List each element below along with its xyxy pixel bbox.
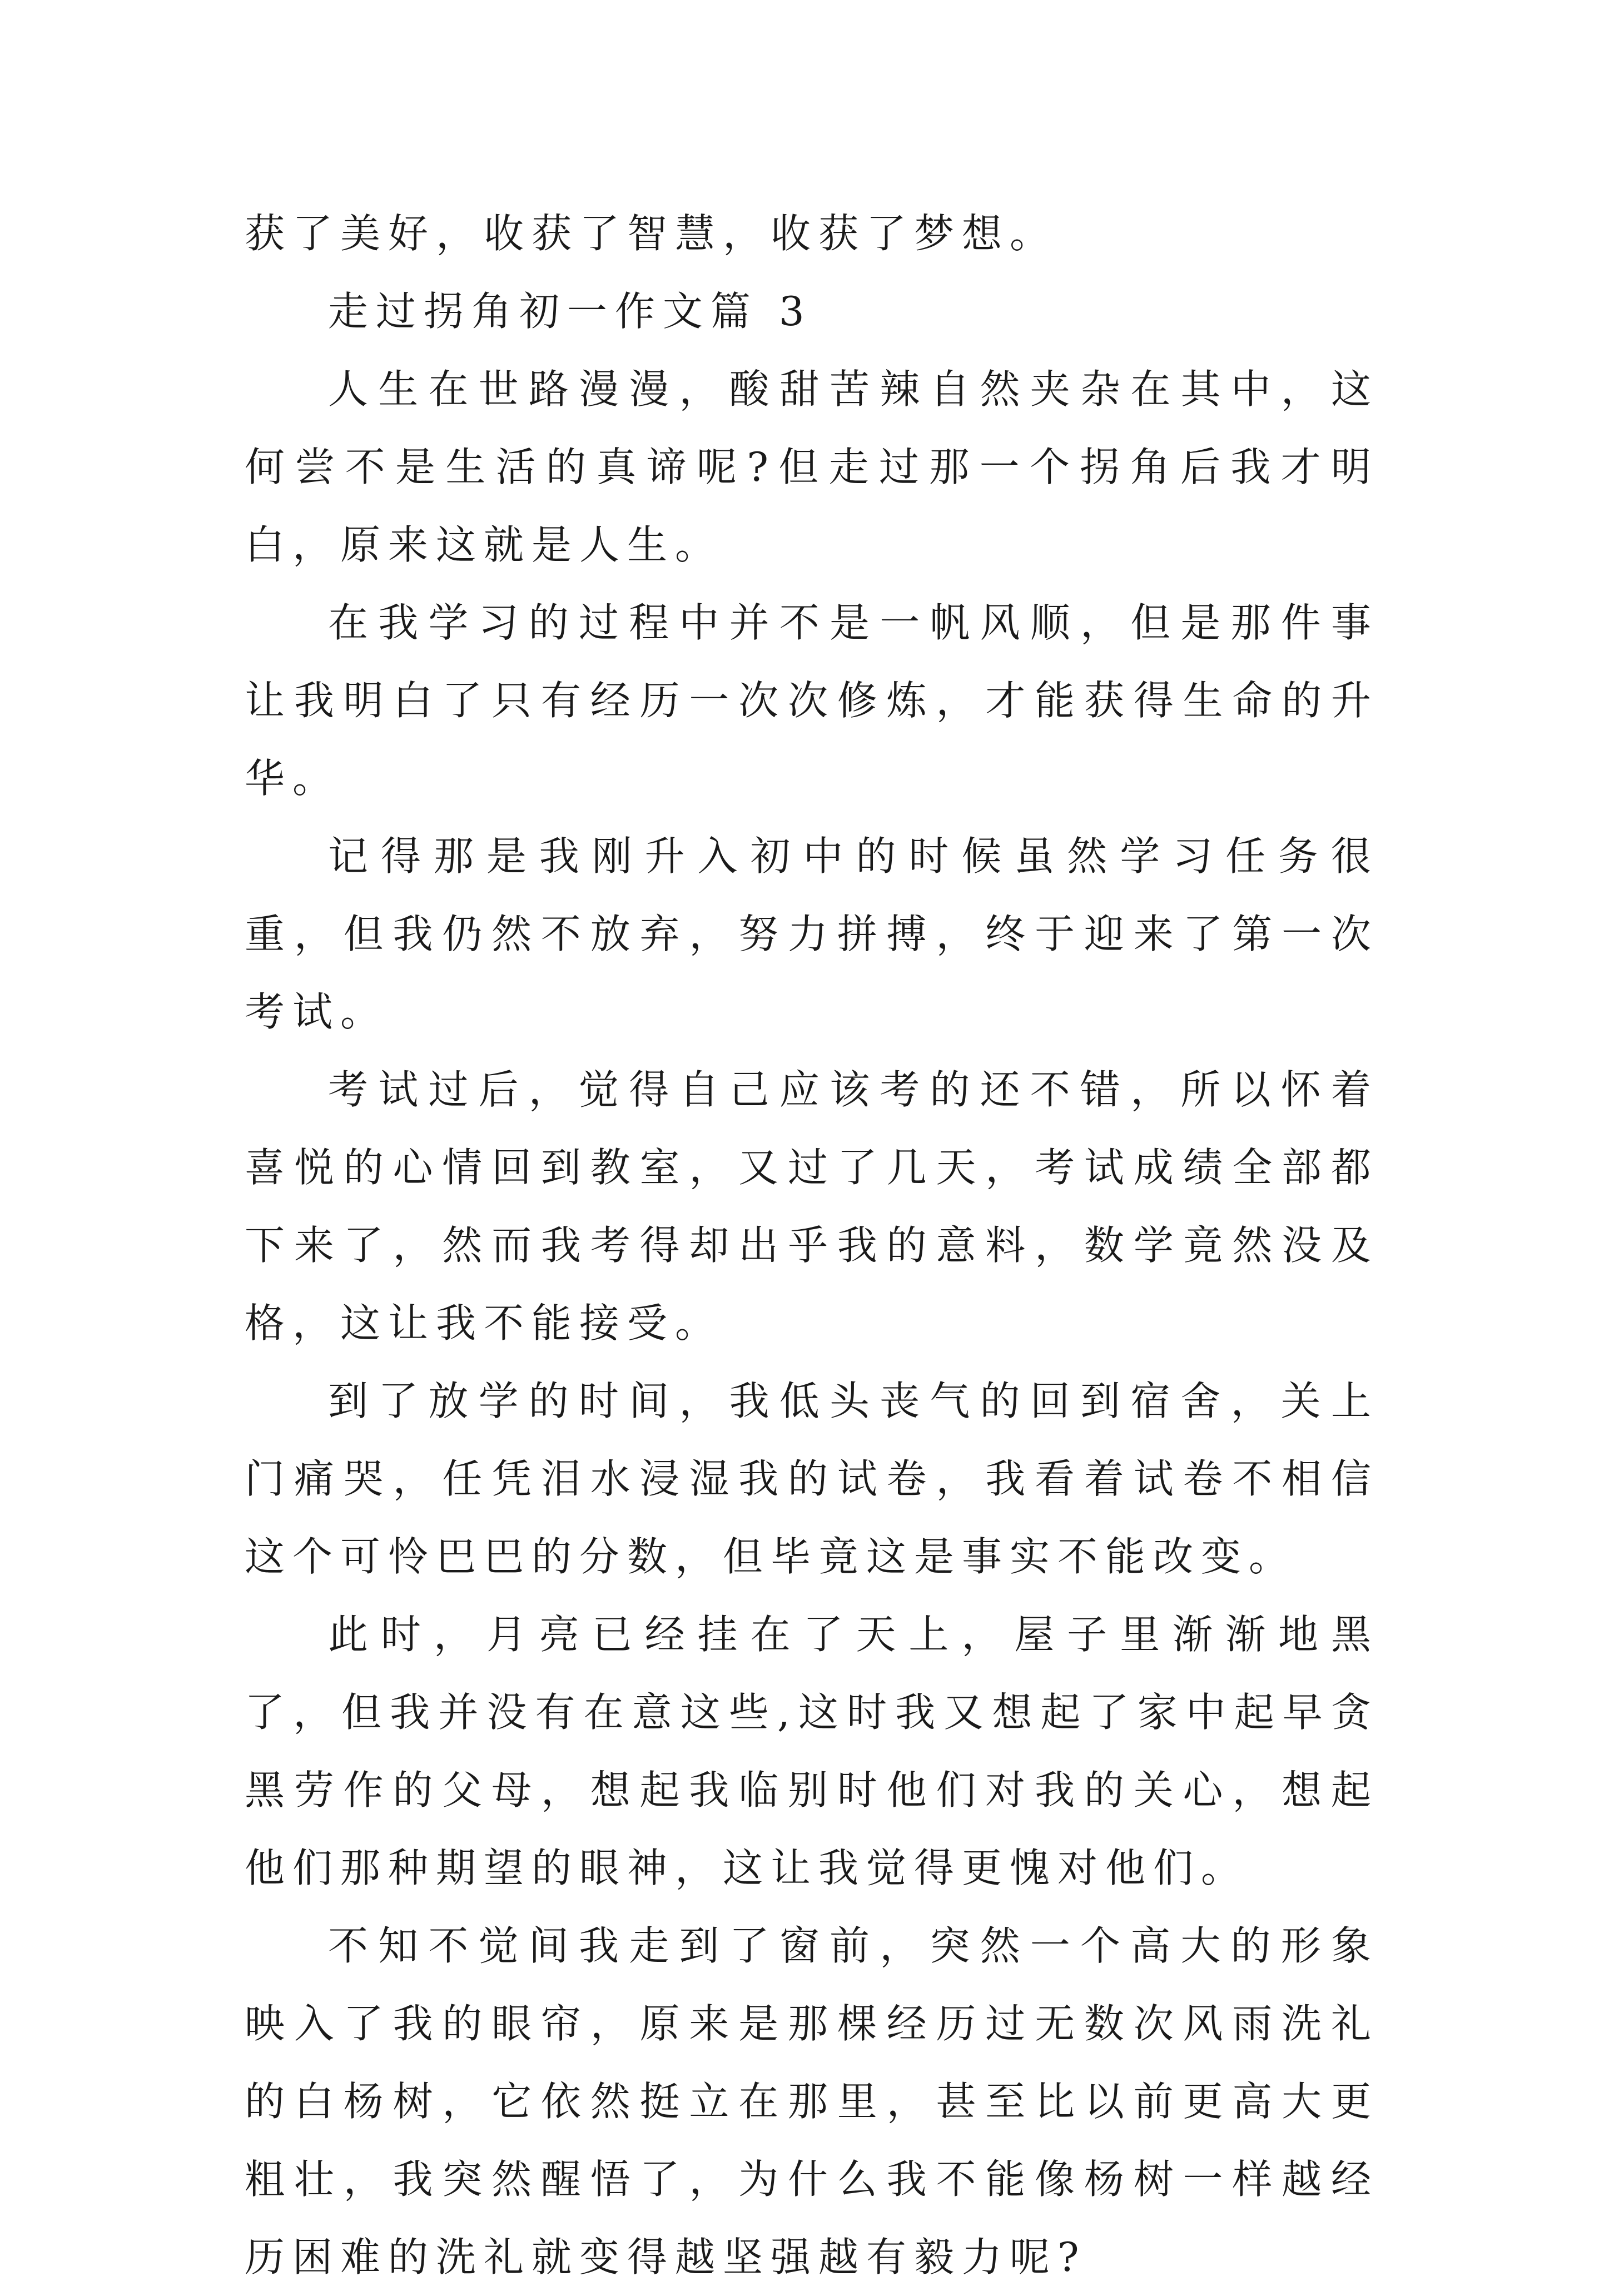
paragraph: 记得那是我刚升入初中的时候虽然学习任务很重，但我仍然不放弃，努力拼搏，终于迎来了第一次考试。 bbox=[245, 833, 1379, 1035]
paragraph: 到了放学的时间，我低头丧气的回到宿舍，关上门痛哭，任凭泪水浸湿我的试卷，我看着试卷不相信这个可怜巴巴的分数，但毕竟这是事实不能改变。 bbox=[245, 1378, 1379, 1580]
paragraph: 此时，月亮已经挂在了天上，屋子里渐渐地黑了，但我并没有在意这些,这时我又想起了家中起早贪黑劳作的父母，想起我临别时他们对我的关心，想起他们那种期望的眼神，这让我觉得更愧对他们。 bbox=[245, 1611, 1379, 1891]
document-body bbox=[245, 195, 1379, 2296]
paragraph: 人生在世路漫漫，酸甜苦辣自然夹杂在其中，这何尝不是生活的真谛呢?但走过那一个拐角后我才明白，原来这就是人生。 bbox=[245, 366, 1379, 568]
section-heading: 走过拐角初一作文篇 3 bbox=[328, 288, 812, 335]
paragraph: 不知不觉间我走到了窗前，突然一个高大的形象映入了我的眼帘，原来是那棵经历过无数次风雨洗礼的白杨树，它依然挺立在那里，甚至比以前更高大更粗壮，我突然醒悟了，为什么我不能像杨树一样越经历困难的洗礼就变得越坚强越有毅力呢? bbox=[245, 1922, 1379, 2280]
paragraph: 在我学习的过程中并不是一帆风顺，但是那件事让我明白了只有经历一次次修炼，才能获得生命的升华。 bbox=[245, 599, 1379, 802]
paragraph: 考试过后，觉得自己应该考的还不错，所以怀着喜悦的心情回到教室，又过了几天，考试成绩全部都下来了，然而我考得却出乎我的意料，数学竟然没及格，这让我不能接受。 bbox=[245, 1066, 1379, 1346]
paragraph-continuation: 获了美好，收获了智慧，收获了梦想。 bbox=[245, 210, 1058, 257]
